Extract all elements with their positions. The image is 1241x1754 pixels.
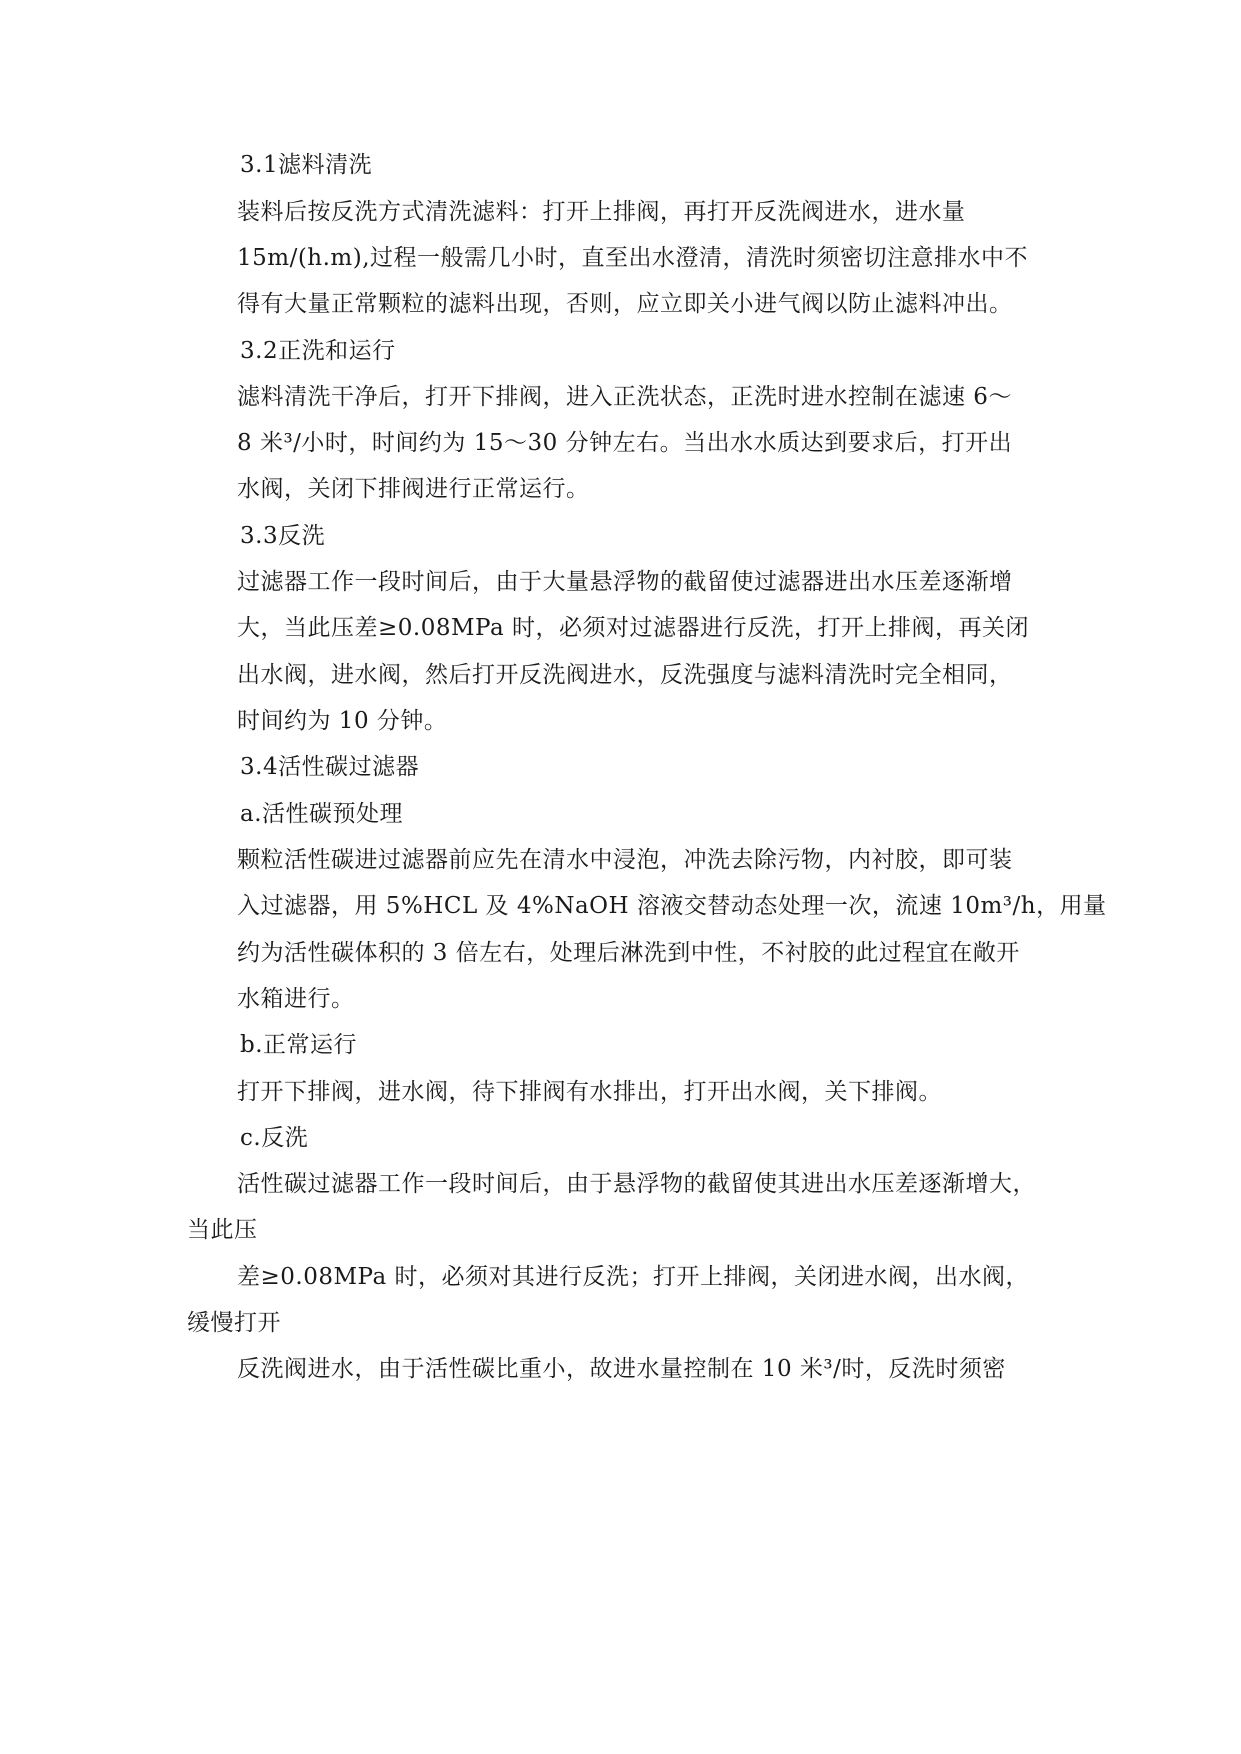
paragraph-line: 水阀，关闭下排阀进行正常运行。 — [237, 476, 590, 502]
section-heading-3-4: 3.4活性碳过滤器 — [240, 754, 420, 780]
section-heading-3-3: 3.3反洗 — [240, 523, 326, 549]
paragraph-line: 装料后按反洗方式清洗滤料：打开上排阀，再打开反洗阀进水，进水量 — [237, 199, 966, 225]
subsection-heading-c: c.反洗 — [240, 1125, 309, 1151]
paragraph-line: 缓慢打开 — [187, 1310, 281, 1336]
paragraph-line: 出水阀，进水阀，然后打开反洗阀进水，反洗强度与滤料清洗时完全相同， — [237, 662, 1013, 688]
subsection-heading-b: b.正常运行 — [240, 1032, 358, 1058]
paragraph-line: 入过滤器，用 5%HCL 及 4%NaOH 溶液交替动态处理一次，流速 10m³/h，用量 — [237, 893, 1107, 919]
section-heading-3-1: 3.1滤料清洗 — [240, 152, 373, 178]
paragraph-line: 过滤器工作一段时间后，由于大量悬浮物的截留使过滤器进出水压差逐渐增 — [237, 569, 1013, 595]
paragraph-line: 大，当此压差≥0.08MPa 时，必须对过滤器进行反洗，打开上排阀，再关闭 — [237, 615, 1029, 641]
paragraph-line: 时间约为 10 分钟。 — [237, 708, 448, 734]
paragraph-line: 15m/(h.m),过程一般需几小时，直至出水澄清，清洗时须密切注意排水中不 — [237, 245, 1029, 271]
paragraph-line: 得有大量正常颗粒的滤料出现，否则，应立即关小进气阀以防止滤料冲出。 — [237, 291, 1013, 317]
paragraph-line: 当此压 — [187, 1217, 258, 1243]
paragraph-line: 颗粒活性碳进过滤器前应先在清水中浸泡，冲洗去除污物，内衬胶，即可装 — [237, 847, 1013, 873]
paragraph-line: 打开下排阀，进水阀，待下排阀有水排出，打开出水阀，关下排阀。 — [237, 1079, 942, 1105]
paragraph-line: 活性碳过滤器工作一段时间后，由于悬浮物的截留使其进出水压差逐渐增大， — [237, 1171, 1036, 1197]
paragraph-line: 差≥0.08MPa 时，必须对其进行反洗；打开上排阀，关闭进水阀，出水阀， — [237, 1264, 1029, 1290]
paragraph-line: 水箱进行。 — [237, 986, 355, 1012]
section-heading-3-2: 3.2正洗和运行 — [240, 338, 396, 364]
paragraph-line: 反洗阀进水，由于活性碳比重小，故进水量控制在 10 米³/时，反洗时须密 — [237, 1356, 1006, 1382]
paragraph-line: 滤料清洗干净后，打开下排阀，进入正洗状态，正洗时进水控制在滤速 6～ — [237, 384, 1012, 410]
subsection-heading-a: a.活性碳预处理 — [240, 801, 404, 827]
paragraph-line: 约为活性碳体积的 3 倍左右，处理后淋洗到中性，不衬胶的此过程宜在敞开 — [237, 940, 1020, 966]
paragraph-line: 8 米³/小时，时间约为 15～30 分钟左右。当出水水质达到要求后，打开出 — [237, 430, 1013, 456]
